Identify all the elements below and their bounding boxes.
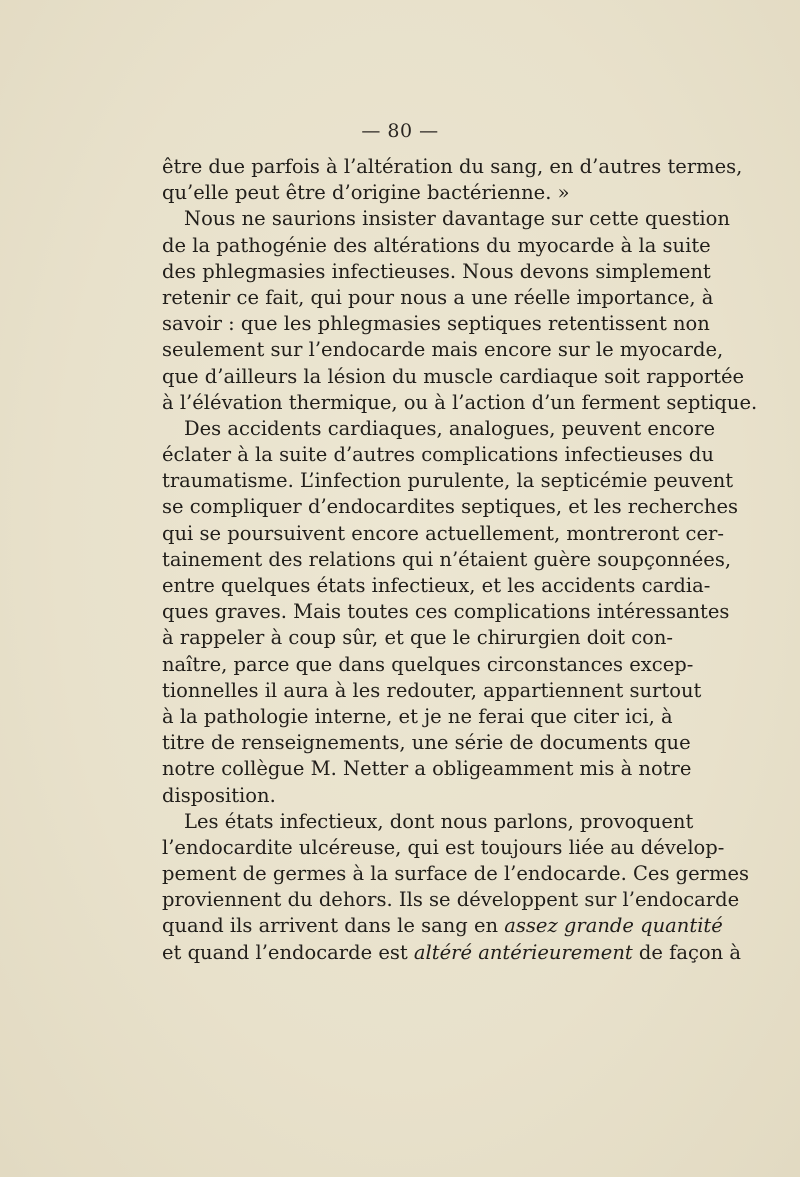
- text-lines: [162, 154, 758, 913]
- text-line: Les états infectieux, dont nous parlons, provoquent: [184, 809, 694, 833]
- italic-segment: altéré antérieurement: [413, 940, 633, 964]
- text-line: être due parfois à l’altération du sang, en d’autres termes,: [162, 155, 743, 178]
- text-line: naître, parce que dans quelques circonstances excep-: [162, 652, 694, 676]
- text-segment: de façon à: [632, 940, 742, 964]
- text-line: Des accidents cardiaques, analogues, peuvent encore: [184, 416, 716, 440]
- text-line: proviennent du dehors. Ils se développent sur l’endocarde: [162, 888, 740, 912]
- text-line: notre collègue M. Netter a obligeamment mis à notre: [162, 757, 692, 781]
- text-segment: quand ils arrivent dans le sang en: [162, 914, 505, 938]
- text-line: [162, 940, 742, 966]
- text-line: qu’elle peut être d’origine bactérienne. »: [162, 181, 570, 205]
- text-line: Nous ne saurions insister davantage sur cette question: [184, 207, 730, 231]
- italic-segment: assez grande quantité: [504, 914, 723, 938]
- text-line: disposition.: [162, 783, 276, 807]
- text-line: pement de germes à la surface de l’endocarde. Ces germes: [162, 862, 750, 886]
- text-line: se compliquer d’endocardites septiques, et les recherches: [162, 495, 739, 519]
- text-line: retenir ce fait, qui pour nous a une réelle importance, à: [162, 285, 714, 309]
- body-text: [162, 154, 758, 966]
- text-line: à rappeler à coup sûr, et que le chirurgien doit con-: [162, 626, 674, 650]
- text-line: tainement des relations qui n’étaient guère soupçonnées,: [162, 547, 732, 571]
- text-line: savoir : que les phlegmasies septiques retentissent non: [162, 312, 710, 336]
- text-line: à l’élévation thermique, ou à l’action d’un ferment septique.: [162, 390, 758, 414]
- text-line: titre de renseignements, une série de documents que: [162, 731, 691, 755]
- text-line: éclater à la suite d’autres complications infectieuses du: [162, 443, 714, 467]
- text-line: ques graves. Mais toutes ces complications intéressantes: [162, 600, 730, 624]
- text-line: que d’ailleurs la lésion du muscle cardiaque soit rapportée: [162, 364, 745, 388]
- page-number: — 80 —: [361, 120, 439, 142]
- text-line: seulement sur l’endocarde mais encore sur le myocarde,: [162, 338, 724, 362]
- text-segment: et quand l’endocarde est: [162, 940, 414, 964]
- text-line: qui se poursuivent encore actuellement, montreront cer-: [162, 521, 724, 545]
- text-line: [162, 913, 723, 939]
- text-line: l’endocardite ulcéreuse, qui est toujours liée au dévelop-: [162, 835, 725, 859]
- text-line: entre quelques états infectieux, et les accidents cardia-: [162, 574, 711, 597]
- text-line: de la pathogénie des altérations du myocarde à la suite: [162, 233, 711, 257]
- text-line: traumatisme. L’infection purulente, la septicémie peuvent: [162, 469, 734, 493]
- text-line: à la pathologie interne, et je ne ferai que citer ici, à: [162, 704, 673, 728]
- text-line: des phlegmasies infectieuses. Nous devons simplement: [162, 259, 711, 283]
- text-line: tionnelles il aura à les redouter, appartiennent surtout: [162, 678, 702, 702]
